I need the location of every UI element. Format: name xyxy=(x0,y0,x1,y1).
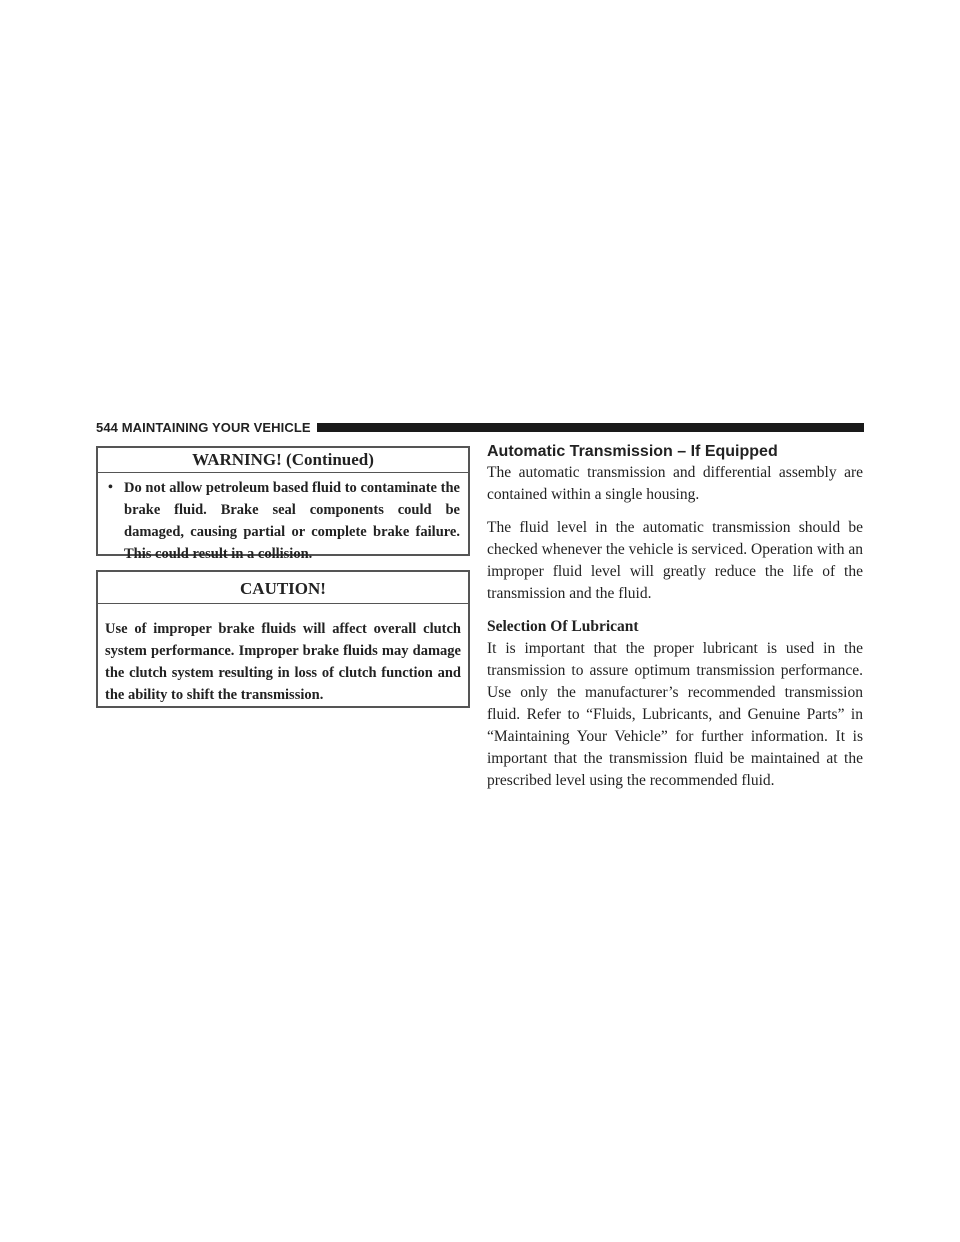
caution-title: CAUTION! xyxy=(98,572,468,604)
header-rule xyxy=(317,423,864,432)
section-title: Automatic Transmission – If Equipped xyxy=(487,443,778,460)
caution-box xyxy=(96,570,470,708)
warning-text: Do not allow petroleum based fluid to contaminate the brake fluid. Brake seal components could be damaged, causing partial or complete brake failure. This could result in a collision. xyxy=(124,480,460,562)
warning-body xyxy=(98,473,468,565)
right-column xyxy=(487,442,863,792)
warning-box xyxy=(96,446,470,562)
paragraph-lubricant: It is important that the proper lubricant is used in the transmission to assure optimum transmission performance. Use only the manufacturer’s recommended transmission fluid. Refer to “Fluids, Lubricants, and Genuine Parts” in “Maintaining Your Vehicle” for further information. It is important that the transmission fluid be maintained at the prescribed level using the recommended fluid. xyxy=(487,640,863,789)
caution-text: Use of improper brake fluids will affect overall clutch system performance. Improper brake fluids may damage the clutch system resulting in loss of clutch function and the ability to shift the transmission. xyxy=(105,621,461,703)
page-header xyxy=(96,418,864,436)
warning-title: WARNING! (Continued) xyxy=(98,448,468,473)
paragraph-fluid-level: The fluid level in the automatic transmission should be checked whenever the vehicle is serviced. Operation with an improper fluid level will greatly reduce the life of the transmission and the fluid. xyxy=(487,519,863,602)
page-number-and-chapter: 544 MAINTAINING YOUR VEHICLE xyxy=(96,419,311,435)
bullet-icon: • xyxy=(108,480,113,495)
subsection-title: Selection Of Lubricant xyxy=(487,618,639,635)
paragraph-housing: The automatic transmission and differential assembly are contained within a single housing. xyxy=(487,464,863,503)
